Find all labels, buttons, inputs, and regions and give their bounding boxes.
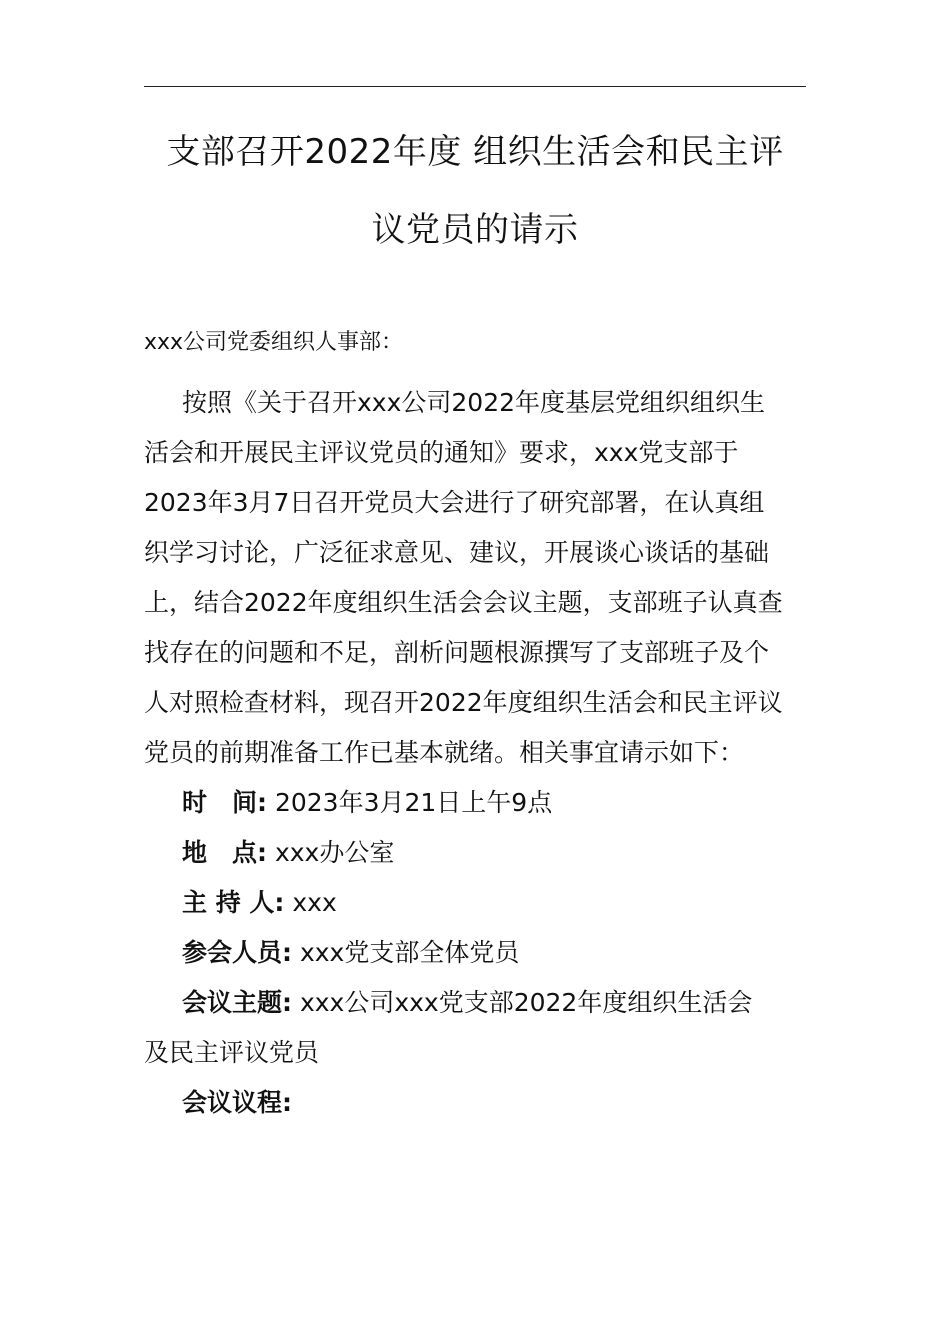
body-line-6: 找存在的问题和不足，剖析问题根源撰写了支部班子及个 — [144, 638, 770, 667]
theme-value: xxx公司xxx党支部2022年度组织生活会 — [292, 988, 753, 1017]
detail-theme — [182, 986, 752, 1020]
attendees-label: 参会人员: — [182, 938, 292, 967]
detail-place — [182, 836, 394, 870]
body-line-7: 人对照检查材料，现召开2022年度组织生活会和民主评议 — [144, 688, 783, 717]
document-title-line-1: 支部召开2022年度 组织生活会和民主评 — [166, 132, 784, 172]
place-value: xxx办公室 — [267, 838, 395, 867]
addressee: xxx公司党委组织人事部： — [144, 330, 404, 355]
top-rule — [144, 86, 806, 87]
body-line-3: 2023年3月7日召开党员大会进行了研究部署，在认真组 — [144, 488, 765, 517]
document-title-line-2: 议党员的请示 — [371, 210, 579, 250]
detail-time — [182, 786, 552, 820]
time-value: 2023年3月21日上午9点 — [267, 788, 553, 817]
detail-attendees — [182, 936, 519, 970]
body-line-4: 织学习讨论，广泛征求意见、建议，开展谈心谈话的基础 — [144, 538, 770, 567]
detail-host — [182, 886, 337, 920]
body-line-2: 活会和开展民主评议党员的通知》要求，xxx党支部于 — [144, 438, 739, 467]
place-label: 地 点: — [182, 838, 267, 867]
body-line-5: 上，结合2022年度组织生活会会议主题，支部班子认真查 — [144, 588, 783, 617]
detail-agenda — [182, 1086, 292, 1120]
body-line-1: 按照《关于召开xxx公司2022年度基层党组织组织生 — [182, 388, 766, 417]
theme-label: 会议主题: — [182, 988, 292, 1017]
host-value: xxx — [284, 888, 337, 917]
time-label: 时 间: — [182, 788, 267, 817]
agenda-label: 会议议程: — [182, 1088, 292, 1117]
body-line-8: 党员的前期准备工作已基本就绪。相关事宜请示如下： — [144, 738, 745, 767]
attendees-value: xxx党支部全体党员 — [292, 938, 520, 967]
detail-theme-continued: 及民主评议党员 — [144, 1038, 320, 1067]
host-label: 主 持 人: — [182, 888, 285, 917]
